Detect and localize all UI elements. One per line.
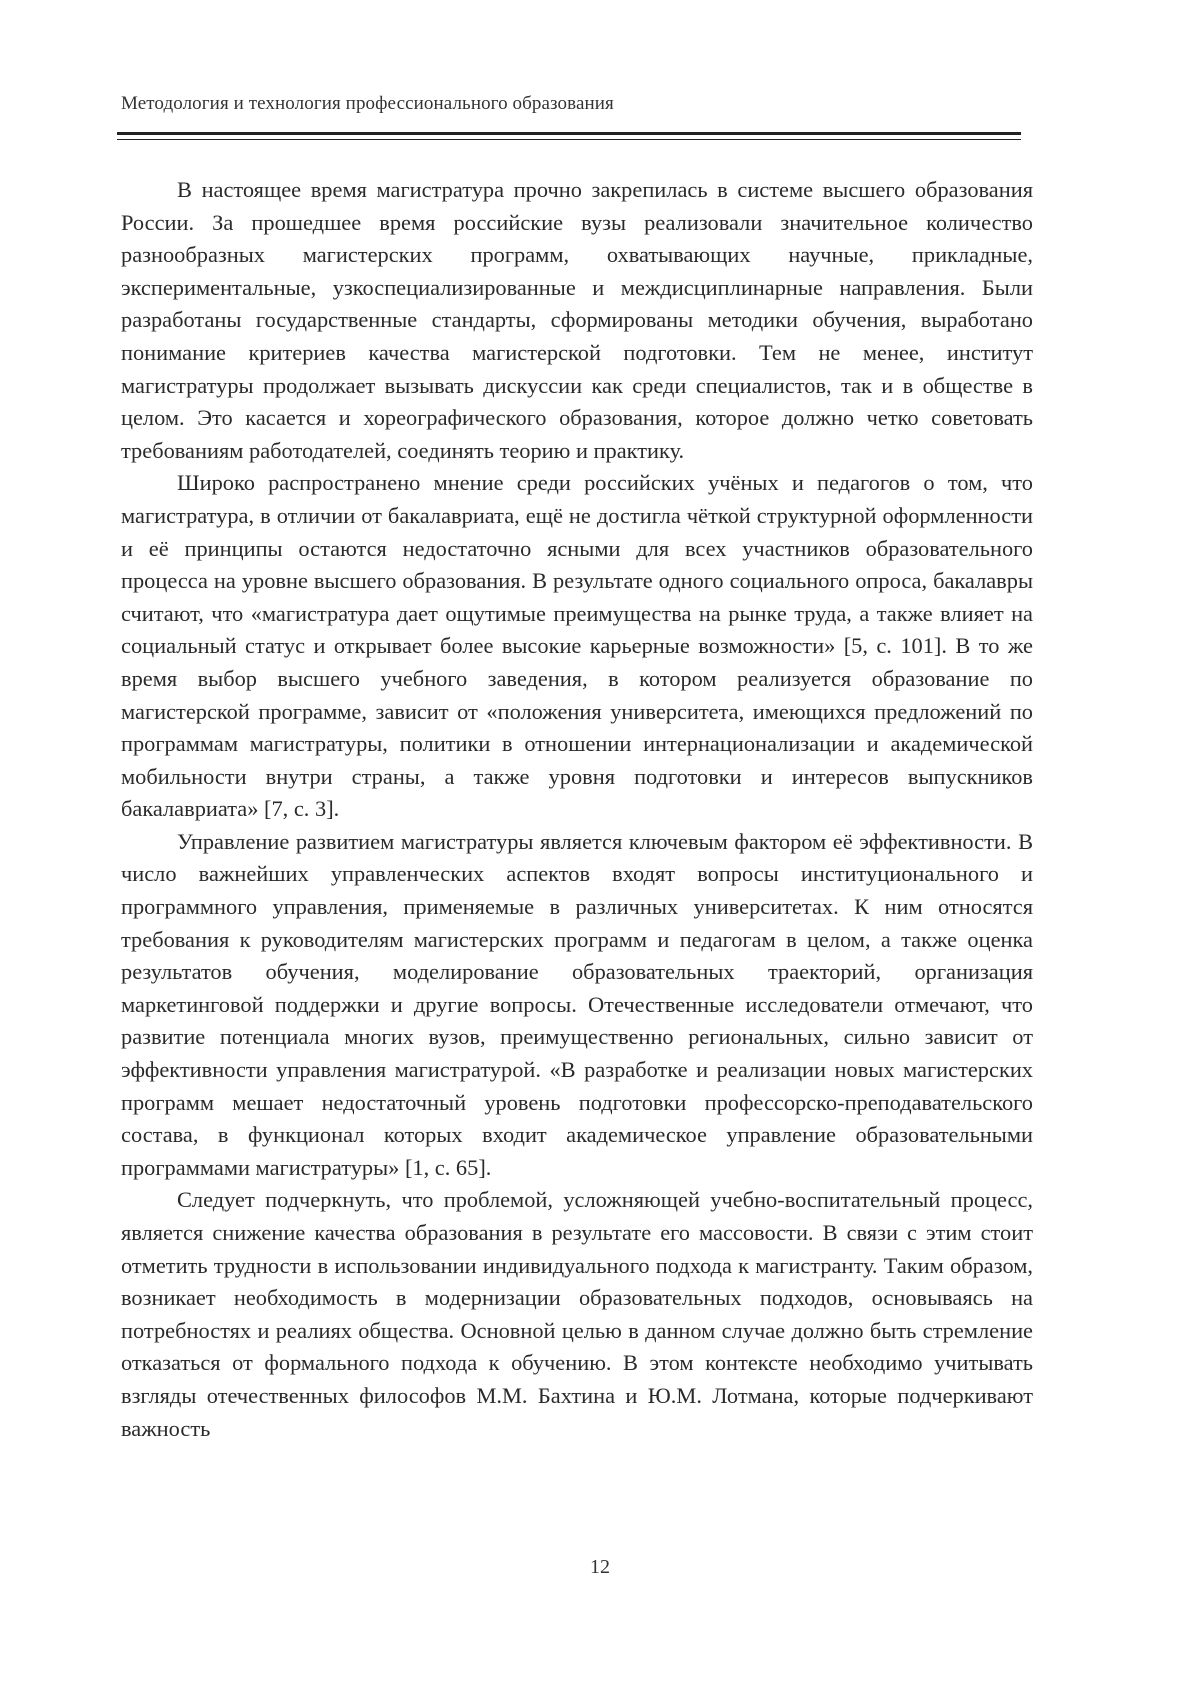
paragraph-1: В настоящее время магистратура прочно закрепилась в системе высшего образования России. За прошедшее время российские вузы реализовали значительное количество разнообразных магистерских программ, охватывающих научные, прикладные, экспериментальные, узкоспециализированные и междисциплинарные направления. Были разработаны государственные стандарты, сформированы методики обучения, выработано понимание критериев качества магистерской подготовки. Тем не менее, институт магистратуры продолжает вызывать дискуссии как среди специалистов, так и в обществе в целом. Это касается и хореографического образования, которое должно четко советовать требованиям работодателей, соединять теорию и практику.	[121, 177, 1033, 463]
page-number: 12	[590, 1556, 610, 1578]
header-divider-thin	[117, 139, 1021, 140]
paragraph-2: Широко распространено мнение среди российских учёных и педагогов о том, что магистратура, в отличии от бакалавриата, ещё не достигла чёткой структурной оформленности и её принципы остаются недостаточно ясными для всех участников образовательного процесса на уровне высшего образования. В результате одного социального опроса, бакалавры считают, что «магистратура дает ощутимые преимущества на рынке труда, а также влияет на социальный статус и открывает более высокие карьерные возможности» [5, с. 101]. В то же время выбор высшего учебного заведения, в котором реализуется образование по магистерской программе, зависит от «положения университета, имеющихся предложений по программам магистратуры, политики в отношении интернационализации и академической мобильности внутри страны, а также уровня подготовки и интересов выпускников бакалавриата» [7, с. 3].	[121, 470, 1033, 822]
paragraph-4: Следует подчеркнуть, что проблемой, усложняющей учебно-воспитательный процесс, является снижение качества образования в результате его массовости. В связи с этим стоит отметить трудности в использовании индивидуального подхода к магистранту. Таким образом, возникает необходимость в модернизации образовательных подходов, основываясь на потребностях и реалиях общества. Основной целью в данном случае должно быть стремление отказаться от формального подхода к обучению. В этом контексте необходимо учитывать взгляды отечественных философов М.М. Бахтина и Ю.М. Лотмана, которые подчеркивают важность	[121, 1187, 1033, 1441]
running-header-title: Методология и технология профессионального образования	[121, 93, 614, 114]
header-divider-thick	[117, 132, 1021, 135]
paragraph-3: Управление развитием магистратуры является ключевым фактором её эффективности. В число важнейших управленческих аспектов входят вопросы институционального и программного управления, применяемые в различных университетах. К ним относятся требования к руководителям магистерских программ и педагогам в целом, а также оценка результатов обучения, моделирование образовательных траекторий, организация маркетинговой поддержки и другие вопросы. Отечественные исследователи отмечают, что развитие потенциала многих вузов, преимущественно региональных, сильно зависит от эффективности управления магистратурой. «В разработке и реализации новых магистерских программ мешает недостаточный уровень подготовки профессорско-преподавательского состава, в функционал которых входит академическое управление образовательными программами магистратуры» [1, с. 65].	[121, 828, 1033, 1180]
article-body	[121, 174, 1033, 1445]
